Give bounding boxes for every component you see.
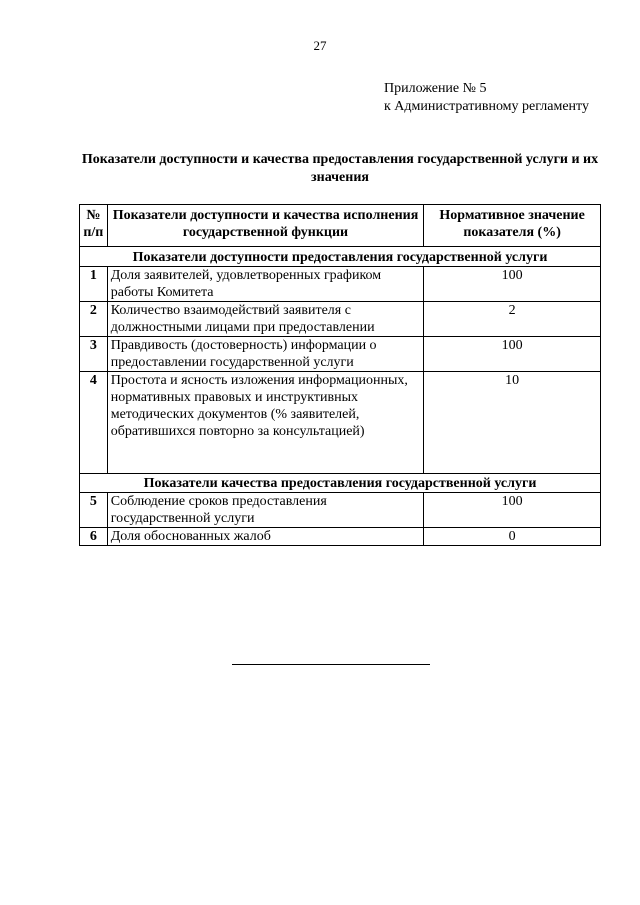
- row-num: 1: [80, 267, 108, 302]
- appendix-line-1: Приложение № 5: [384, 81, 487, 96]
- row-num: 4: [80, 372, 108, 474]
- header-value: Нормативное значение показателя (%): [424, 205, 601, 247]
- table-row: [80, 267, 601, 302]
- section-row-availability: [80, 247, 601, 267]
- header-num: № п/п: [80, 205, 108, 247]
- table-row: [80, 528, 601, 546]
- row-indicator: Доля заявителей, удовлетворенных графиком работы Комитета: [107, 267, 424, 302]
- section-row-quality: [80, 474, 601, 493]
- row-indicator: Соблюдение сроков предоставления государственной услуги: [107, 493, 424, 528]
- section-title: Показатели доступности предоставления государственной услуги: [80, 247, 601, 267]
- row-indicator: Доля обоснованных жалоб: [107, 528, 424, 546]
- row-indicator: Правдивость (достоверность) информации о предоставлении государственной услуги: [107, 337, 424, 372]
- appendix-reference: [384, 80, 589, 116]
- table-row: [80, 372, 601, 474]
- row-num: 3: [80, 337, 108, 372]
- table-row: [80, 493, 601, 528]
- row-value: 100: [424, 493, 601, 528]
- row-value: 10: [424, 372, 601, 474]
- row-indicator: Количество взаимодействий заявителя с должностными лицами при предоставлении: [107, 302, 424, 337]
- row-indicator: Простота и ясность изложения информационных, нормативных правовых и инструктивных методических документов (% заявителей, обратившихся повторно за консультацией): [107, 372, 424, 474]
- table-row: [80, 302, 601, 337]
- row-value: 0: [424, 528, 601, 546]
- section-title: Показатели качества предоставления государственной услуги: [80, 474, 601, 493]
- row-num: 6: [80, 528, 108, 546]
- row-value: 100: [424, 337, 601, 372]
- table-row: [80, 337, 601, 372]
- table-header-row: [80, 205, 601, 247]
- document-title: Показатели доступности и качества предоставления государственной услуги и их значения: [81, 152, 599, 185]
- row-value: 2: [424, 302, 601, 337]
- row-num: 5: [80, 493, 108, 528]
- footer-divider: [232, 664, 430, 665]
- appendix-line-2: к Административному регламенту: [384, 99, 589, 114]
- page-number: 27: [313, 38, 327, 53]
- row-value: 100: [424, 267, 601, 302]
- indicators-table: [79, 204, 601, 546]
- header-indicator: Показатели доступности и качества исполнения государственной функции: [107, 205, 424, 247]
- row-num: 2: [80, 302, 108, 337]
